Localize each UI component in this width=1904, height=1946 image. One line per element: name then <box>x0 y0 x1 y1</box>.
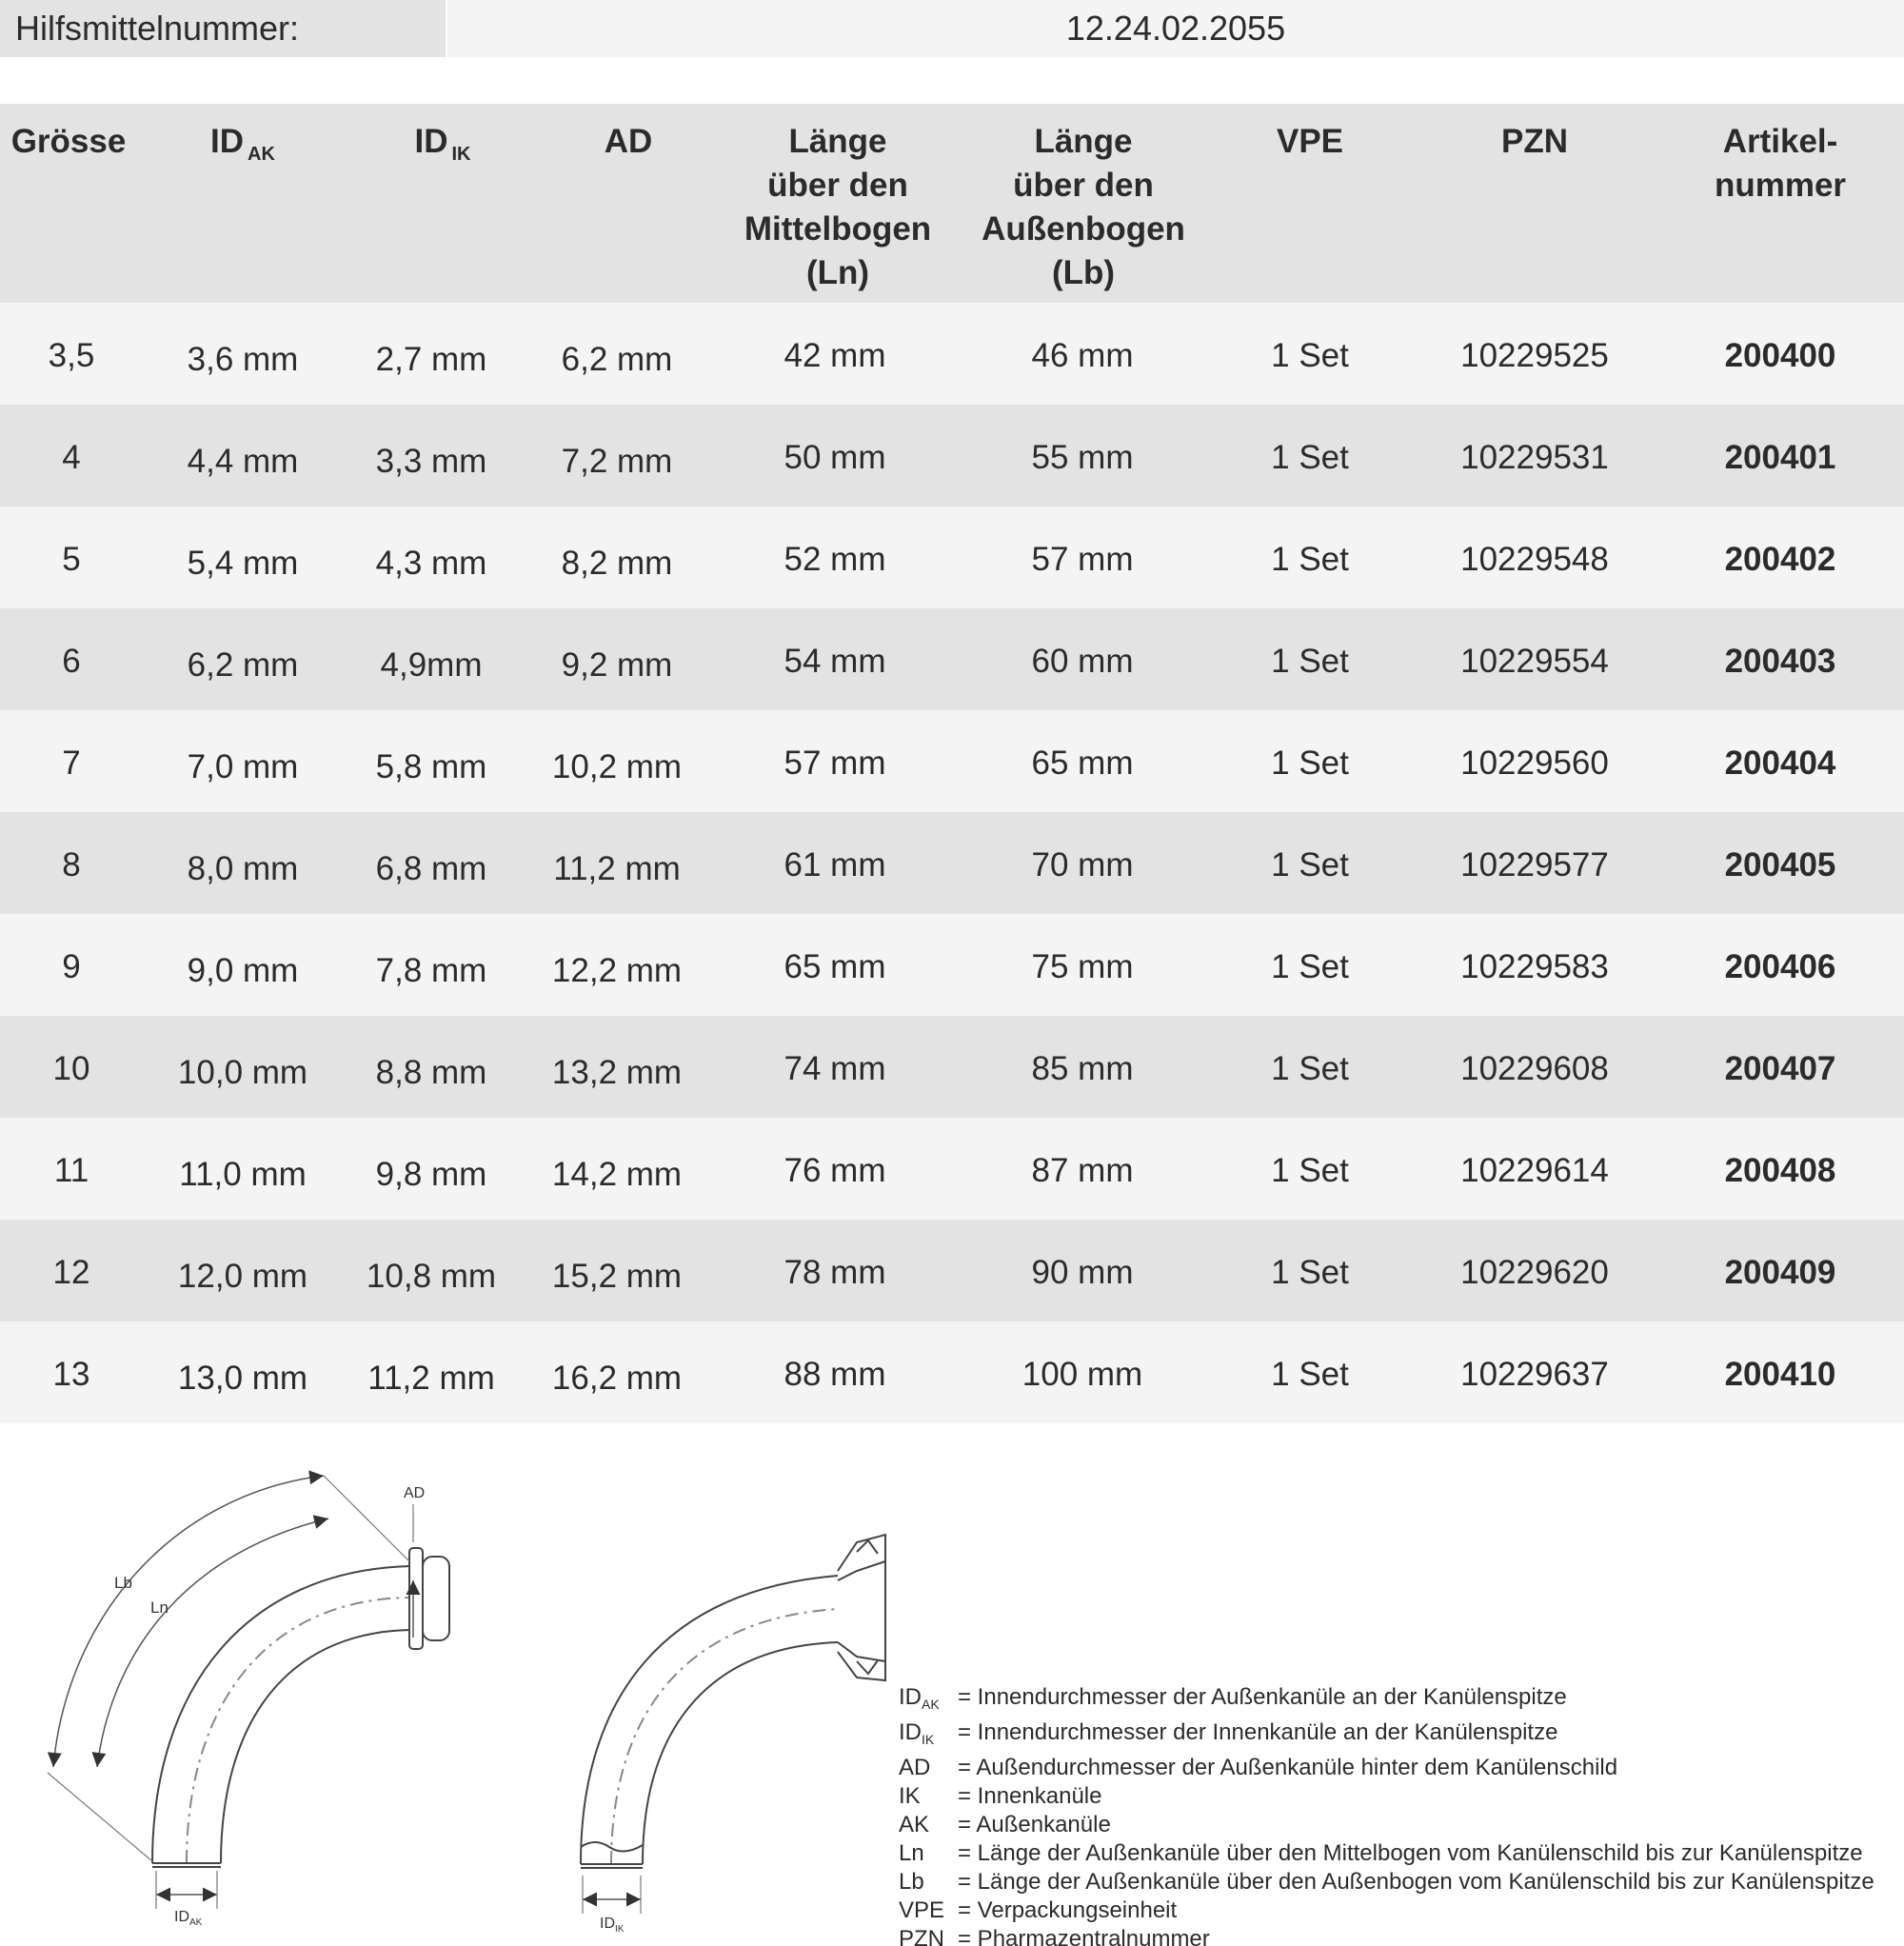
cell-ln: 74 mm <box>783 1050 886 1087</box>
cell-artikelnummer: 200408 <box>1724 1152 1836 1189</box>
cell-lb: 57 mm <box>1031 541 1134 578</box>
inner-cannula-drawing <box>581 1535 885 1914</box>
cell-lb: 70 mm <box>1031 846 1134 884</box>
legend-key: IK <box>899 1783 921 1809</box>
cell-ln: 50 mm <box>783 439 886 476</box>
cell-groesse: 10 <box>52 1050 90 1087</box>
cell-vpe: 1 Set <box>1271 439 1349 476</box>
cell-id-ik: 11,2 mm <box>367 1360 495 1397</box>
legend-key: VPE <box>899 1897 945 1923</box>
cell-id-ik: 3,3 mm <box>375 443 487 480</box>
cell-id-ak: 7,0 mm <box>187 748 299 785</box>
diagram-ad-label: AD <box>404 1485 426 1501</box>
cell-groesse: 4 <box>62 439 81 476</box>
cell-groesse: 6 <box>62 643 81 680</box>
cell-vpe: 1 Set <box>1271 846 1349 884</box>
cell-ln: 54 mm <box>783 643 886 680</box>
cell-pzn: 10229620 <box>1460 1254 1609 1291</box>
cell-lb: 90 mm <box>1031 1254 1134 1291</box>
cell-ln: 78 mm <box>783 1254 886 1291</box>
cell-ad: 16,2 mm <box>551 1360 683 1397</box>
cell-id-ak: 3,6 mm <box>187 341 299 378</box>
col-id-ak: ID $_{AK}$ <box>210 123 275 165</box>
diagram-id-ak-label: $ID_{AK}$ <box>174 1909 203 1928</box>
cell-ad: 8,2 mm <box>561 545 673 582</box>
cell-id-ik: 6,8 mm <box>375 850 487 887</box>
cell-ad: 7,2 mm <box>561 443 673 480</box>
cell-groesse: 9 <box>62 948 81 985</box>
legend-text: = Länge der Außenkanüle über den Außenbogen vom Kanülenschild bis zur Kanülenspitze <box>958 1869 1874 1895</box>
cell-id-ak: 11,0 mm <box>179 1156 307 1193</box>
cell-artikelnummer: 200409 <box>1724 1254 1836 1291</box>
cell-id-ak: 10,0 mm <box>177 1054 308 1091</box>
table-row <box>0 405 1904 506</box>
cell-vpe: 1 Set <box>1271 337 1349 374</box>
cell-ad: 10,2 mm <box>551 748 683 785</box>
col-vpe: VPE <box>1276 123 1344 160</box>
hilfsmittel-value: 12.24.02.2055 <box>447 0 1904 57</box>
cell-vpe: 1 Set <box>1271 745 1349 782</box>
diagram-lb-label: Lb <box>114 1574 132 1592</box>
cell-pzn: 10229560 <box>1460 745 1609 782</box>
col-artikelnummer: Artikel- nummer <box>1714 123 1847 204</box>
table-row <box>0 1321 1904 1423</box>
cell-vpe: 1 Set <box>1271 541 1349 578</box>
cell-groesse: 5 <box>62 541 81 578</box>
cell-id-ik: 7,8 mm <box>375 952 487 989</box>
cell-pzn: 10229608 <box>1460 1050 1609 1087</box>
outer-cannula-drawing <box>48 1476 449 1909</box>
cell-pzn: 10229583 <box>1460 948 1609 985</box>
col-lb: Länge über den Außenbogen (Lb) <box>982 123 1185 291</box>
cell-ln: 42 mm <box>783 337 886 374</box>
legend-item <box>899 1839 1874 1868</box>
table-row <box>0 608 1904 710</box>
legend-text: = Innendurchmesser der Innenkanüle an der Kanülenspitze <box>958 1719 1558 1745</box>
legend-item <box>899 1925 1874 1946</box>
cell-pzn: 10229637 <box>1460 1356 1609 1393</box>
cell-ln: 52 mm <box>783 541 886 578</box>
cell-id-ak: 12,0 mm <box>177 1258 308 1295</box>
table-row <box>0 303 1904 405</box>
cell-pzn: 10229554 <box>1460 643 1609 680</box>
cell-ln: 57 mm <box>783 745 886 782</box>
legend-text: = Verpackungseinheit <box>958 1897 1178 1923</box>
table-row <box>0 506 1904 608</box>
abbreviation-legend <box>899 1683 1874 1946</box>
cell-ln: 65 mm <box>783 948 886 985</box>
cell-id-ak: 8,0 mm <box>187 850 299 887</box>
legend-item <box>899 1683 1874 1718</box>
legend-key: Lb <box>899 1869 924 1895</box>
cell-lb: 46 mm <box>1031 337 1134 374</box>
legend-key: AK <box>899 1812 930 1837</box>
cell-groesse: 3,5 <box>48 337 95 374</box>
cell-ad: 11,2 mm <box>553 850 681 887</box>
legend-text: = Innendurchmesser der Außenkanüle an der Kanülenspitze <box>958 1684 1567 1710</box>
col-pzn: PZN <box>1501 123 1568 160</box>
cell-groesse: 8 <box>62 846 81 884</box>
cell-artikelnummer: 200403 <box>1724 643 1836 680</box>
cell-id-ik: 4,9mm <box>380 646 483 684</box>
cell-id-ak: 5,4 mm <box>187 545 299 582</box>
cell-artikelnummer: 200401 <box>1724 439 1836 476</box>
legend-key: AD <box>899 1755 931 1780</box>
cell-id-ak: 6,2 mm <box>187 646 299 684</box>
col-ad: AD <box>604 123 653 160</box>
table-row <box>0 710 1904 812</box>
cell-ad: 15,2 mm <box>551 1258 683 1295</box>
diagram-id-ik-label: $ID_{IK}$ <box>600 1916 625 1935</box>
table-row <box>0 812 1904 914</box>
cell-groesse: 12 <box>52 1254 90 1291</box>
cell-vpe: 1 Set <box>1271 1254 1349 1291</box>
hilfsmittel-bar <box>0 0 1904 57</box>
table-body <box>0 303 1904 1423</box>
hilfsmittel-label: Hilfsmittelnummer: <box>0 0 446 57</box>
legend-text: = Pharmazentralnummer <box>958 1926 1210 1946</box>
cell-id-ik: 8,8 mm <box>375 1054 487 1091</box>
cell-lb: 55 mm <box>1031 439 1134 476</box>
cell-id-ik: 10,8 mm <box>366 1258 497 1295</box>
table-row <box>0 914 1904 1016</box>
cell-id-ak: 9,0 mm <box>187 952 299 989</box>
cell-id-ak: 13,0 mm <box>177 1360 308 1397</box>
cell-vpe: 1 Set <box>1271 1050 1349 1087</box>
legend-item <box>899 1811 1874 1839</box>
cell-artikelnummer: 200405 <box>1724 846 1836 884</box>
cell-pzn: 10229614 <box>1460 1152 1609 1189</box>
cell-vpe: 1 Set <box>1271 1356 1349 1393</box>
cell-id-ik: 4,3 mm <box>375 545 487 582</box>
cell-lb: 65 mm <box>1031 745 1134 782</box>
legend-item <box>899 1718 1874 1754</box>
cell-pzn: 10229525 <box>1460 337 1609 374</box>
cell-ad: 12,2 mm <box>551 952 683 989</box>
cell-ad: 13,2 mm <box>551 1054 683 1091</box>
cell-ln: 88 mm <box>783 1356 886 1393</box>
cell-lb: 85 mm <box>1031 1050 1134 1087</box>
cell-vpe: 1 Set <box>1271 948 1349 985</box>
cell-artikelnummer: 200404 <box>1724 745 1836 782</box>
cell-pzn: 10229548 <box>1460 541 1609 578</box>
legend-text: = Außendurchmesser der Außenkanüle hinter dem Kanülenschild <box>958 1755 1618 1780</box>
legend-item <box>899 1782 1874 1811</box>
legend-item <box>899 1896 1874 1925</box>
table-row <box>0 1118 1904 1220</box>
cell-artikelnummer: 200406 <box>1724 948 1836 985</box>
col-groesse: Grösse <box>10 123 127 160</box>
legend-key: PZN <box>899 1926 944 1946</box>
cell-lb: 100 mm <box>1021 1356 1143 1393</box>
col-id-ik: ID $_{IK}$ <box>414 123 471 165</box>
cell-artikelnummer: 200400 <box>1724 337 1836 374</box>
cell-pzn: 10229577 <box>1460 846 1609 884</box>
legend-item <box>899 1754 1874 1782</box>
cell-groesse: 13 <box>52 1356 90 1393</box>
legend-text: = Außenkanüle <box>958 1812 1111 1837</box>
cell-ln: 76 mm <box>783 1152 886 1189</box>
cell-vpe: 1 Set <box>1271 1152 1349 1189</box>
legend-key: $ID_{AK}$ <box>899 1684 940 1712</box>
cell-artikelnummer: 200407 <box>1724 1050 1836 1087</box>
cell-lb: 87 mm <box>1031 1152 1134 1189</box>
cell-id-ik: 2,7 mm <box>375 341 487 378</box>
cell-id-ak: 4,4 mm <box>187 443 299 480</box>
cell-ad: 9,2 mm <box>561 646 673 684</box>
legend-text: = Länge der Außenkanüle über den Mittelbogen vom Kanülenschild bis zur Kanülenspitze <box>958 1840 1863 1866</box>
cell-artikelnummer: 200402 <box>1724 541 1836 578</box>
cell-groesse: 7 <box>62 745 81 782</box>
cell-lb: 75 mm <box>1031 948 1134 985</box>
cell-ad: 6,2 mm <box>561 341 673 378</box>
col-ln: Länge über den Mittelbogen (Ln) <box>744 123 932 291</box>
cell-id-ik: 5,8 mm <box>375 748 487 785</box>
cell-id-ik: 9,8 mm <box>375 1156 487 1193</box>
table-row <box>0 1016 1904 1118</box>
cell-lb: 60 mm <box>1031 643 1134 680</box>
legend-text: = Innenkanüle <box>958 1783 1102 1809</box>
cell-vpe: 1 Set <box>1271 643 1349 680</box>
legend-item <box>899 1868 1874 1896</box>
cell-pzn: 10229531 <box>1460 439 1609 476</box>
cell-ad: 14,2 mm <box>551 1156 683 1193</box>
cell-ln: 61 mm <box>783 846 886 884</box>
diagram-ln-label: Ln <box>150 1598 169 1617</box>
cell-groesse: 11 <box>53 1152 89 1189</box>
cell-artikelnummer: 200410 <box>1724 1356 1836 1393</box>
legend-key: $ID_{IK}$ <box>899 1719 935 1747</box>
table-row <box>0 1220 1904 1321</box>
table-header <box>0 104 1904 303</box>
legend-key: Ln <box>899 1840 924 1866</box>
